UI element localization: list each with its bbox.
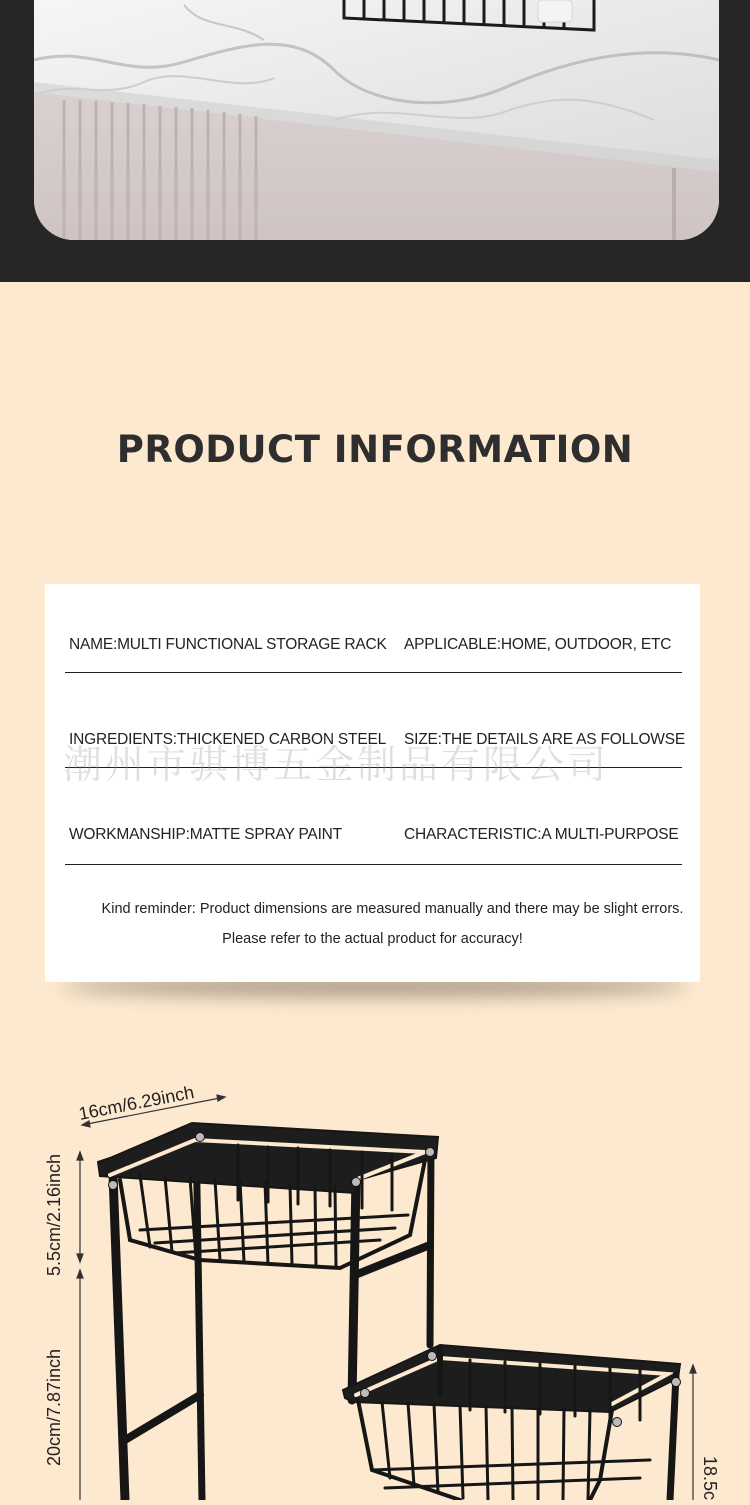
company-watermark: 潮州市骐博五金制品有限公司 [63,743,610,788]
width-dimension-label: 16cm/6.29inch [76,1081,196,1124]
info-workmanship: WORKMANSHIP:MATTE SPRAY PAINT [69,826,342,843]
leg-height-label: 20cm/7.87inch [44,1348,64,1466]
reminder-line-2: Please refer to the actual product for accuracy! [222,931,523,947]
info-name: NAME:MULTI FUNCTIONAL STORAGE RACK [69,636,387,653]
product-info-card [45,584,700,982]
info-applicable: APPLICABLE:HOME, OUTDOOR, ETC [404,636,672,653]
hero-product-photo [34,0,719,240]
info-ingredients: INGREDIENTS:THICKENED CARBON STEEL [69,731,387,748]
section-title: PRODUCT INFORMATION [116,428,634,471]
reminder-line-1: Kind reminder: Product dimensions are measured manually and there may be slight errors. [101,901,684,917]
info-characteristic: CHARACTERISTIC:A MULTI-PURPOSE [404,826,679,843]
info-row [65,824,682,865]
product-dimension-diagram [0,1040,750,1500]
right-height-label: 18.5c [700,1456,720,1500]
info-size: SIZE:THE DETAILS ARE AS FOLLOWSE [404,731,686,748]
info-row [65,634,682,673]
basket-height-label: 5.5cm/2.16inch [44,1153,64,1276]
